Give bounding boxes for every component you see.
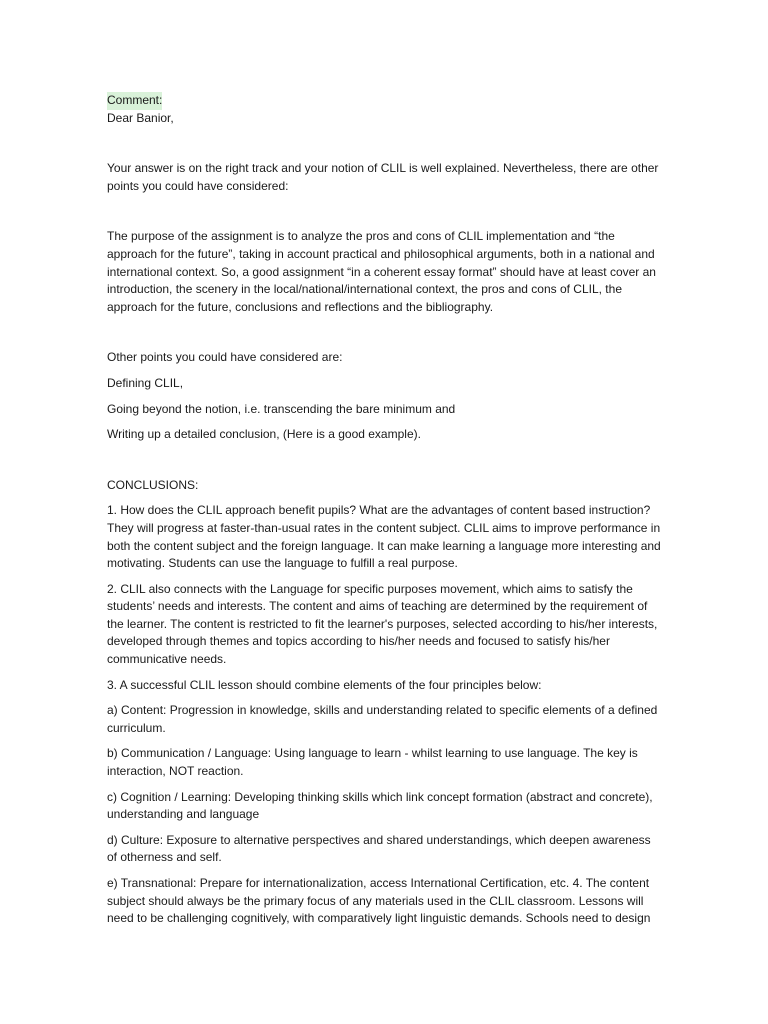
conclusion-paragraph: a) Content: Progression in knowledge, skills and understanding related to specific elements of a defined curriculum. <box>107 703 658 735</box>
other-point: Going beyond the notion, i.e. transcending the bare minimum and <box>107 401 456 416</box>
purpose-paragraph: The purpose of the assignment is to analyze the pros and cons of CLIL implementation and “the approach for the future”, taking in account practical and philosophical arguments, both in a national and international context. So, a good assignment “in a coherent essay format” should have at least cover an introduction, the scenery in the local/national/international context, the pros and cons of CLIL, the approach for the future, conclusions and reflections and the bibliography. <box>107 229 656 314</box>
salutation: Dear Banior, <box>107 110 174 125</box>
other-point: Writing up a detailed conclusion, (Here is a good example). <box>107 427 421 442</box>
conclusion-paragraph: d) Culture: Exposure to alternative perspectives and shared understandings, which deepen awareness of otherness and self. <box>107 832 651 865</box>
conclusion-paragraph: e) Transnational: Prepare for internationalization, access International Certification, etc. 4. The content subject should always be the primary focus of any materials used in the CLIL classroom. Lessons will need to be challenging cognitively, with comparatively light linguistic demands. Schools need to design <box>107 876 651 926</box>
other-points-heading: Other points you could have considered are: <box>107 350 343 365</box>
conclusion-paragraph: 3. A successful CLIL lesson should combine elements of the four principles below: <box>107 677 542 692</box>
document-page <box>107 92 663 928</box>
conclusions-heading: CONCLUSIONS: <box>107 477 199 492</box>
conclusion-paragraph: c) Cognition / Learning: Developing thinking skills which link concept formation (abstract and concrete), understanding and language <box>107 789 653 822</box>
conclusion-paragraph: 1. How does the CLIL approach benefit pupils? What are the advantages of content based instruction? They will progress at faster-than-usual rates in the content subject. CLIL aims to improve performance in both the content subject and the foreign language. It can make learning a language more interesting and motivating. Students can use the language to fulfill a real purpose. <box>107 503 661 571</box>
comment-label: Comment: <box>107 92 162 110</box>
other-point: Defining CLIL, <box>107 375 184 390</box>
conclusion-paragraph: b) Communication / Language: Using language to learn - whilst learning to use language. The key is interaction, NOT reaction. <box>107 746 638 779</box>
intro-paragraph: Your answer is on the right track and your notion of CLIL is well explained. Nevertheless, there are other points you could have considered: <box>107 161 659 193</box>
conclusion-paragraph: 2. CLIL also connects with the Language for specific purposes movement, which aims to satisfy the students’ needs and interests. The content and aims of teaching are determined by the requirement of the learner. The content is restricted to fit the learner's purposes, selected according to his/her interests, developed through themes and topics according to his/her needs and focused to satisfy his/her communicative needs. <box>107 581 658 667</box>
